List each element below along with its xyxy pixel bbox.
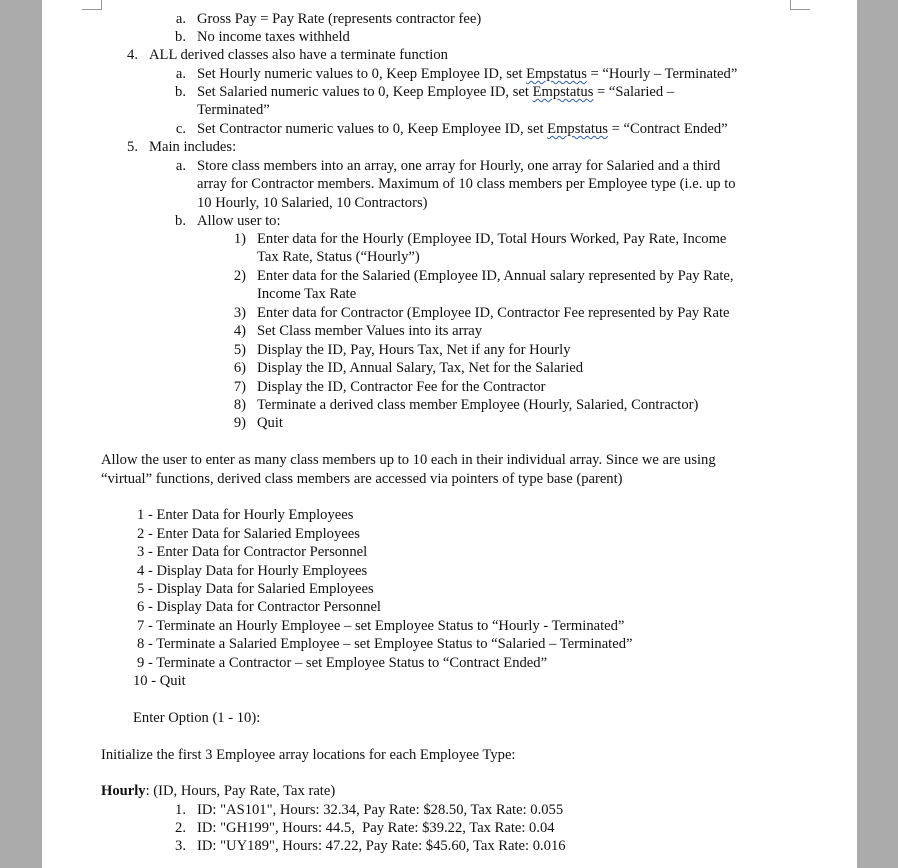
step-marker: 1) bbox=[233, 231, 246, 247]
step-marker: 8) bbox=[233, 397, 246, 413]
menu-option: 10 - Quit bbox=[133, 673, 186, 689]
list-item: Store class members into an array, one array for Hourly, one array for Salaried and a third bbox=[197, 158, 721, 174]
spelling-underline: Empstatus bbox=[547, 121, 608, 137]
menu-option: 4 - Display Data for Hourly Employees bbox=[137, 563, 368, 579]
list-marker: a. bbox=[175, 158, 186, 174]
menu-option: 5 - Display Data for Salaried Employees bbox=[137, 581, 374, 597]
spelling-underline: Empstatus bbox=[532, 84, 594, 100]
list-item: Set Salaried numeric values to 0, Keep Employee ID, set Empstatus = “Salaried – bbox=[197, 84, 675, 100]
list-item: ID: "GH199", Hours: 44.5, Pay Rate: $39.22, Tax Rate: 0.04 bbox=[197, 820, 555, 836]
page-corner-mark-top-left bbox=[82, 0, 102, 10]
prompt-text: Enter Option (1 - 10): bbox=[133, 710, 261, 726]
step-item: Terminate a derived class member Employee (Hourly, Salaried, Contractor) bbox=[257, 397, 699, 413]
paragraph-line: “virtual” functions, derived class members are accessed via pointers of type base (parent) bbox=[101, 471, 623, 487]
list-item: ID: "AS101", Hours: 32.34, Pay Rate: $28.50, Tax Rate: 0.055 bbox=[197, 802, 564, 818]
step-marker: 6) bbox=[233, 360, 246, 376]
step-item: Display the ID, Annual Salary, Tax, Net for the Salaried bbox=[257, 360, 584, 376]
menu-option: 3 - Enter Data for Contractor Personnel bbox=[137, 544, 368, 560]
step-item: Enter data for Contractor (Employee ID, Contractor Fee represented by Pay Rate bbox=[257, 305, 730, 321]
hourly-label: Hourly bbox=[101, 783, 146, 799]
list-item: No income taxes withheld bbox=[197, 29, 350, 45]
step-item-continuation: Tax Rate, Status (“Hourly”) bbox=[257, 249, 420, 265]
list-item: Main includes: bbox=[149, 139, 237, 155]
list-marker: b. bbox=[175, 29, 186, 45]
list-item: Set Contractor numeric values to 0, Keep Employee ID, set Empstatus = “Contract Ended” bbox=[197, 121, 728, 137]
step-item: Quit bbox=[257, 415, 283, 431]
list-item-continuation: Terminated” bbox=[197, 102, 270, 118]
paragraph-line: Initialize the first 3 Employee array locations for each Employee Type: bbox=[101, 747, 516, 763]
step-marker: 5) bbox=[233, 342, 246, 358]
list-marker: a. bbox=[175, 11, 186, 27]
step-item: Display the ID, Pay, Hours Tax, Net if any for Hourly bbox=[257, 342, 571, 358]
list-marker: c. bbox=[175, 121, 186, 137]
step-item: Set Class member Values into its array bbox=[257, 323, 483, 339]
step-marker: 7) bbox=[233, 379, 246, 395]
list-item-continuation: 10 Hourly, 10 Salaried, 10 Contractors) bbox=[197, 195, 428, 211]
section-heading: Hourly: (ID, Hours, Pay Rate, Tax rate) bbox=[101, 783, 336, 799]
step-item: Enter data for the Salaried (Employee ID, Annual salary represented by Pay Rate, bbox=[257, 268, 734, 284]
list-item: Gross Pay = Pay Rate (represents contractor fee) bbox=[197, 11, 482, 27]
document-page bbox=[42, 0, 857, 868]
menu-option: 6 - Display Data for Contractor Personnel bbox=[137, 599, 381, 615]
step-item: Enter data for the Hourly (Employee ID, Total Hours Worked, Pay Rate, Income bbox=[257, 231, 727, 247]
menu-option: 9 - Terminate a Contractor – set Employee Status to “Contract Ended” bbox=[137, 655, 548, 671]
list-item: Allow user to: bbox=[197, 213, 281, 229]
step-item: Display the ID, Contractor Fee for the Contractor bbox=[257, 379, 546, 395]
list-marker: 4. bbox=[127, 47, 138, 63]
list-marker: 2. bbox=[175, 820, 186, 836]
list-marker: b. bbox=[175, 84, 186, 100]
step-item-continuation: Income Tax Rate bbox=[257, 286, 357, 302]
list-item: Set Hourly numeric values to 0, Keep Employee ID, set Empstatus = “Hourly – Terminated” bbox=[197, 66, 738, 82]
list-marker: 1. bbox=[175, 802, 186, 818]
list-item-continuation: array for Contractor members. Maximum of 10 class members per Employee type (i.e. up to bbox=[197, 176, 736, 192]
list-marker: 5. bbox=[127, 139, 138, 155]
menu-option: 8 - Terminate a Salaried Employee – set Employee Status to “Salaried – Terminated” bbox=[137, 636, 633, 652]
list-item: ID: "UY189", Hours: 47.22, Pay Rate: $45.60, Tax Rate: 0.016 bbox=[197, 838, 566, 854]
page-corner-mark-top-right bbox=[790, 0, 810, 10]
step-marker: 2) bbox=[233, 268, 246, 284]
step-marker: 9) bbox=[233, 415, 246, 431]
spelling-underline: Empstatus bbox=[526, 66, 587, 82]
menu-option: 2 - Enter Data for Salaried Employees bbox=[137, 526, 360, 542]
step-marker: 3) bbox=[233, 305, 246, 321]
step-marker: 4) bbox=[233, 323, 246, 339]
list-marker: a. bbox=[175, 66, 186, 82]
list-marker: 3. bbox=[175, 838, 186, 854]
paragraph-line: Allow the user to enter as many class members up to 10 each in their individual array. Since we are using bbox=[101, 452, 716, 468]
menu-option: 1 - Enter Data for Hourly Employees bbox=[137, 507, 354, 523]
menu-option: 7 - Terminate an Hourly Employee – set Employee Status to “Hourly - Terminated” bbox=[137, 618, 625, 634]
list-marker: b. bbox=[175, 213, 186, 229]
list-item: ALL derived classes also have a terminate function bbox=[149, 47, 448, 63]
